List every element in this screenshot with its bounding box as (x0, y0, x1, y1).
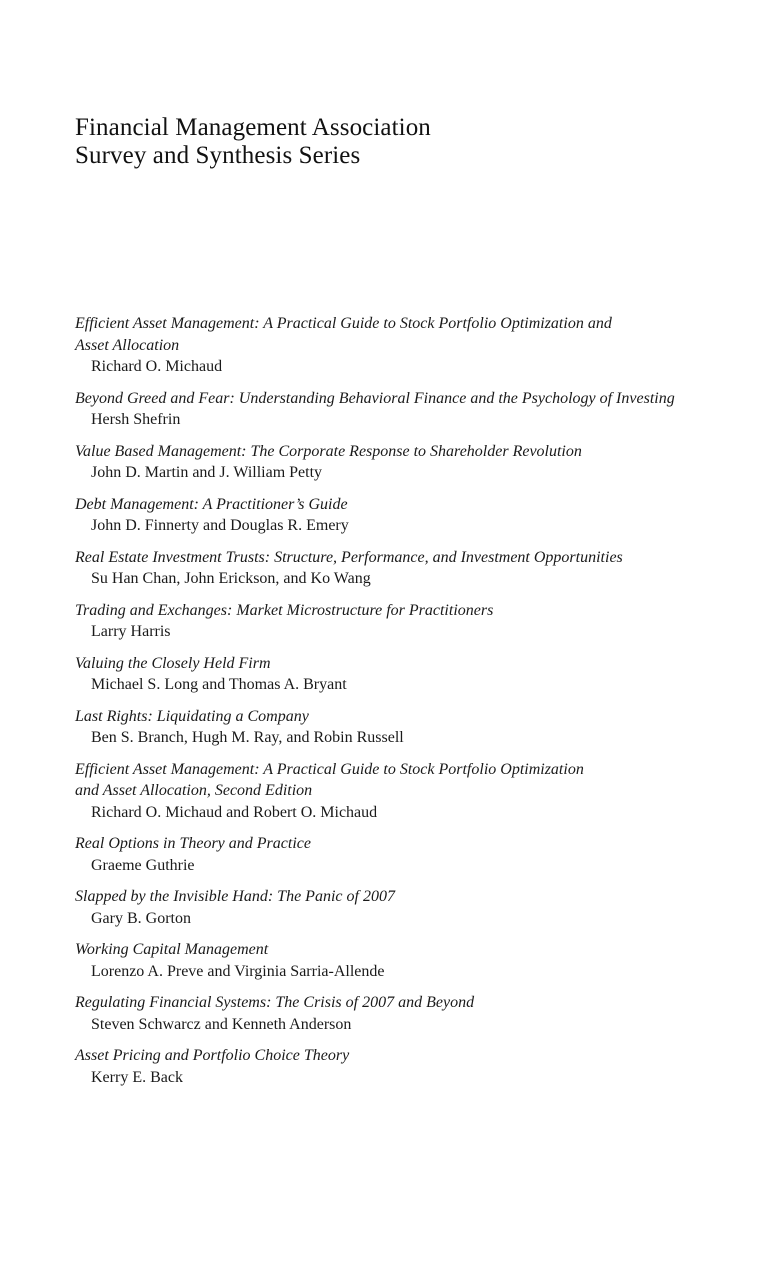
book-authors: Gary B. Gorton (91, 909, 191, 927)
book-authors: John D. Finnerty and Douglas R. Emery (91, 517, 349, 534)
book-entry (75, 886, 715, 929)
book-entry (75, 600, 715, 643)
book-title: Efficient Asset Management: A Practical Guide to Stock Portfolio Optimization and Asset Allocation (75, 315, 612, 354)
book-title: Working Capital Management (75, 941, 269, 958)
book-entry (75, 833, 715, 876)
book-authors: Lorenzo A. Preve and Virginia Sarria-Allende (91, 962, 385, 980)
series-heading (75, 114, 431, 170)
book-title: Trading and Exchanges: Market Microstructure for Practitioners (75, 601, 494, 619)
book-entry (75, 388, 715, 431)
book-authors: Richard O. Michaud and Robert O. Michaud (91, 803, 378, 821)
book-entry (75, 441, 715, 484)
book-title: Real Estate Investment Trusts: Structure, Performance, and Investment Opportunities (75, 548, 623, 566)
book-entry (75, 939, 715, 982)
book-title: Last Rights: Liquidating a Company (75, 707, 309, 725)
book-title: Value Based Management: The Corporate Response to Shareholder Revolution (75, 442, 582, 460)
book-authors: Michael S. Long and Thomas A. Bryant (91, 676, 347, 693)
book-authors: Richard O. Michaud (91, 358, 223, 375)
book-authors: Larry Harris (91, 623, 171, 640)
book-authors: Steven Schwarcz and Kenneth Anderson (91, 1015, 352, 1033)
book-entry (75, 547, 715, 590)
book-title: Slapped by the Invisible Hand: The Panic of 2007 (75, 888, 395, 905)
series-heading-line-2: Survey and Synthesis Series (75, 142, 361, 169)
book-title: Valuing the Closely Held Firm (75, 654, 271, 672)
book-list (75, 313, 715, 1098)
book-authors: Ben S. Branch, Hugh M. Ray, and Robin Russell (91, 729, 404, 746)
book-title: Regulating Financial Systems: The Crisis of 2007 and Beyond (75, 994, 475, 1011)
book-title: Asset Pricing and Portfolio Choice Theory (75, 1047, 350, 1064)
book-authors: Graeme Guthrie (91, 856, 195, 874)
book-entry (75, 706, 715, 749)
book-authors: Su Han Chan, John Erickson, and Ko Wang (91, 570, 371, 587)
book-entry (75, 1045, 715, 1088)
book-title: Real Options in Theory and Practice (75, 835, 311, 852)
book-entry (75, 992, 715, 1035)
book-authors: Hersh Shefrin (91, 411, 181, 428)
book-title: Debt Management: A Practitioner’s Guide (75, 495, 348, 513)
book-entry (75, 759, 715, 824)
book-entry (75, 494, 715, 537)
book-title: Beyond Greed and Fear: Understanding Behavioral Finance and the Psychology of Investing (75, 389, 675, 407)
book-title: Efficient Asset Management: A Practical Guide to Stock Portfolio Optimization and Asset Allocation, Second Edition (75, 760, 584, 799)
book-authors: Kerry E. Back (91, 1068, 183, 1086)
series-heading-line-1: Financial Management Association (75, 114, 431, 141)
book-authors: John D. Martin and J. William Petty (91, 464, 323, 481)
book-entry (75, 653, 715, 696)
book-entry (75, 313, 715, 378)
